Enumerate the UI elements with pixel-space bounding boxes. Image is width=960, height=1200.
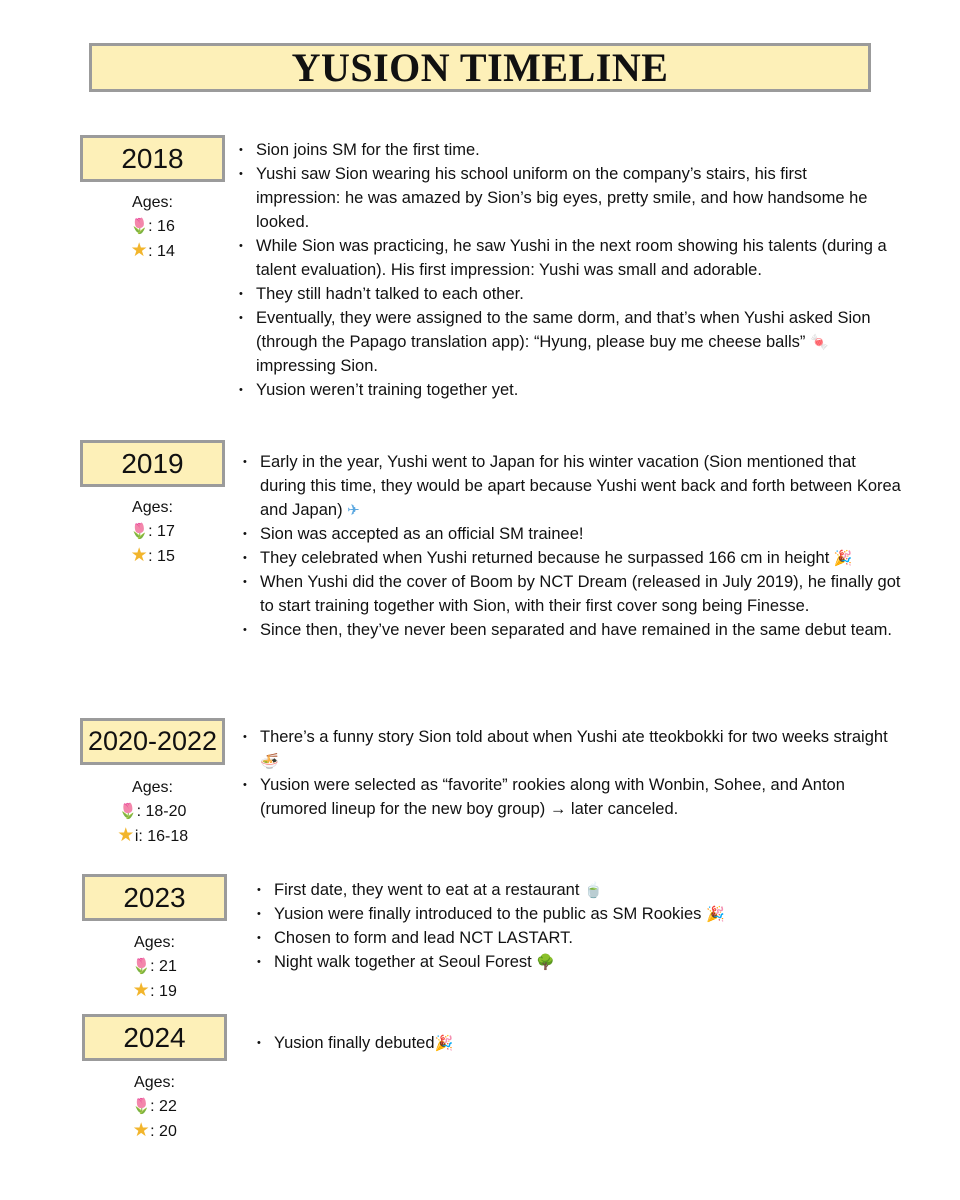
- year-box-2020-2022: [80, 718, 225, 765]
- tulip-age: : 22: [150, 1098, 177, 1115]
- list-item: • Night walk together at Seoul Forest 🌳: [257, 950, 897, 974]
- tteokbokki-bowl-icon: 🍜: [260, 752, 279, 770]
- list-item: • Yushi saw Sion wearing his school uniform on the company’s stairs, his first impression: he was amazed by Sion’s big eyes, pretty smile, and how handsome he looked.: [239, 162, 894, 234]
- party-popper-icon: 🎉: [706, 905, 725, 923]
- star-age-row: [97, 979, 212, 1004]
- candy-icon: 🍬: [810, 333, 829, 351]
- airplane-icon: ✈: [347, 501, 360, 519]
- list-item: • Early in the year, Yushi went to Japan for his winter vacation (Sion mentioned that during this time, they would be apart because Yushi went back and forth between Korea and Japan) ✈: [243, 450, 903, 522]
- star-icon: ★: [130, 240, 148, 261]
- year-label: 2023: [123, 881, 186, 913]
- ages-block-2023: [97, 931, 212, 1004]
- year-box-2019: [80, 440, 225, 487]
- year-box-2018: [80, 135, 225, 182]
- party-popper-icon: 🎉: [434, 1034, 454, 1052]
- year-box-2023: [82, 874, 227, 921]
- ages-label: Ages:: [132, 779, 173, 796]
- list-item: • They celebrated when Yushi returned because he surpassed 166 cm in height 🎉: [243, 546, 903, 570]
- ages-label: Ages:: [132, 194, 173, 211]
- tulip-age-row: [95, 215, 210, 239]
- party-popper-icon: 🎉: [833, 549, 853, 567]
- year-label: 2024: [123, 1021, 186, 1053]
- tulip-age: : 17: [148, 523, 175, 540]
- list-item: • When Yushi did the cover of Boom by NCT Dream (released in July 2019), he finally got to start training together with Sion, with their first cover song being Finesse.: [243, 570, 903, 618]
- list-item: • Yusion were selected as “favorite” rookies along with Wonbin, Sohee, and Anton (rumored lineup for the new boy group) → later canceled.: [243, 773, 903, 821]
- tulip-age-row: [90, 800, 215, 824]
- list-item: • Sion joins SM for the first time.: [239, 138, 894, 162]
- tulip-icon: 🌷: [132, 1098, 151, 1115]
- star-age: : 14: [148, 243, 175, 260]
- list-item: • While Sion was practicing, he saw Yushi in the next room showing his talents (during a talent evaluation). His first impression: Yushi was small and adorable.: [239, 234, 894, 282]
- tulip-icon: 🌷: [118, 803, 138, 820]
- list-item: • Chosen to form and lead NCT LASTART.: [257, 926, 897, 950]
- tulip-age: : 16: [148, 218, 175, 235]
- ages-label: Ages:: [132, 499, 173, 516]
- star-age-row: [95, 544, 210, 569]
- star-age: i: 16-18: [134, 828, 189, 845]
- ages-label: Ages:: [134, 1074, 175, 1091]
- year-label: 2019: [121, 447, 184, 479]
- star-age: : 19: [150, 983, 177, 1000]
- events-list-2018: [239, 138, 894, 402]
- year-label: 2020-2022: [87, 726, 218, 756]
- events-list-2020-2022: [243, 725, 903, 821]
- star-age-row: [97, 1119, 212, 1144]
- star-age-row: [95, 239, 210, 264]
- tulip-age-row: [97, 1095, 212, 1119]
- events-list-2023: [257, 878, 897, 974]
- ages-block-2018: [95, 191, 210, 264]
- ages-block-2019: [95, 496, 210, 569]
- list-item: • Eventually, they were assigned to the same dorm, and that’s when Yushi asked Sion (through the Papago translation app): “Hyung, please buy me cheese balls” 🍬 impressing Sion.: [239, 306, 894, 378]
- title-banner: [89, 43, 871, 92]
- star-age: : 20: [150, 1123, 177, 1140]
- star-icon: ★: [132, 980, 150, 1001]
- tulip-icon: 🌷: [132, 958, 151, 975]
- ages-label: Ages:: [134, 934, 175, 951]
- year-label: 2018: [121, 142, 184, 174]
- star-age-row: [90, 824, 215, 849]
- matcha-icon: 🍵: [584, 881, 603, 899]
- star-icon: ★: [130, 545, 148, 566]
- year-box-2024: [82, 1014, 227, 1061]
- tree-icon: 🌳: [536, 953, 555, 971]
- tulip-icon: 🌷: [130, 218, 149, 235]
- list-item: • Sion was accepted as an official SM trainee!: [243, 522, 903, 546]
- star-icon: ★: [117, 825, 135, 846]
- tulip-age: : 18-20: [136, 803, 187, 820]
- star-age: : 15: [148, 548, 175, 565]
- events-list-2024: [257, 1031, 897, 1055]
- ages-block-2020-2022: [90, 776, 215, 849]
- tulip-age-row: [95, 520, 210, 544]
- list-item: • Yusion finally debuted🎉: [257, 1031, 897, 1055]
- tulip-age-row: [97, 955, 212, 979]
- list-item: • First date, they went to eat at a restaurant 🍵: [257, 878, 897, 902]
- page-title: YUSION TIMELINE: [291, 45, 669, 90]
- list-item: • Yusion were finally introduced to the public as SM Rookies 🎉: [257, 902, 897, 926]
- list-item: • Yusion weren’t training together yet.: [239, 378, 894, 402]
- list-item: • Since then, they’ve never been separated and have remained in the same debut team.: [243, 618, 903, 642]
- events-list-2019: [243, 450, 903, 642]
- tulip-age: : 21: [150, 958, 177, 975]
- list-item: • There’s a funny story Sion told about when Yushi ate tteokbokki for two weeks straight 🍜: [243, 725, 903, 773]
- ages-block-2024: [97, 1071, 212, 1144]
- tulip-icon: 🌷: [130, 523, 149, 540]
- list-item: • They still hadn’t talked to each other.: [239, 282, 894, 306]
- star-icon: ★: [132, 1120, 150, 1141]
